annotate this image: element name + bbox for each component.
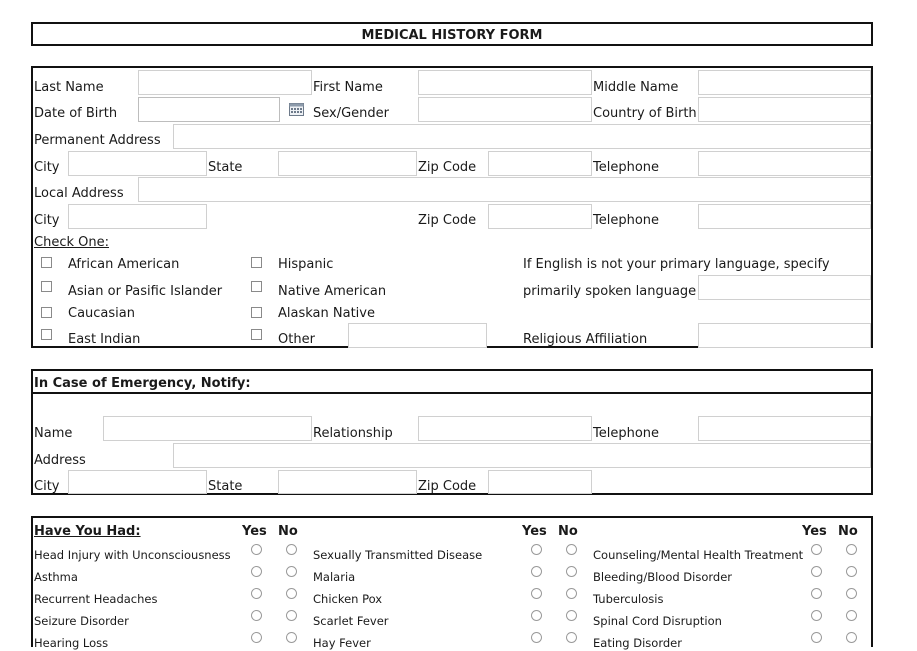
check-one-label: Check One: [34,235,109,250]
emergency-name-field[interactable] [103,416,312,441]
col3-no-header: No [838,524,858,539]
history-no-radio[interactable] [286,632,297,643]
emergency-state-field[interactable] [278,470,417,494]
form-title: MEDICAL HISTORY FORM [361,28,543,43]
history-item: Hay Fever [313,636,371,650]
dob-field[interactable] [138,97,280,122]
city-field[interactable] [68,151,207,176]
history-no-radio[interactable] [846,588,857,599]
emergency-zip-label: Zip Code [418,479,477,494]
zip-field[interactable] [488,151,592,176]
local-address-label: Local Address [34,186,124,201]
checkbox-alaskan-native[interactable] [251,307,262,318]
history-no-radio[interactable] [846,632,857,643]
history-item: Spinal Cord Disruption [593,614,722,628]
history-yes-radio[interactable] [811,632,822,643]
col2-yes-header: Yes [522,524,547,539]
primary-language-field[interactable] [698,275,871,300]
middle-name-label: Middle Name [593,80,679,95]
col2-no-header: No [558,524,578,539]
telephone2-label: Telephone [593,213,660,228]
history-yes-radio[interactable] [531,588,542,599]
middle-name-field[interactable] [698,70,871,95]
history-no-radio[interactable] [566,632,577,643]
city-label: City [34,160,60,175]
zip-label: Zip Code [418,160,477,175]
history-yes-radio[interactable] [811,566,822,577]
col3-yes-header: Yes [802,524,827,539]
emergency-address-field[interactable] [173,443,871,468]
checkbox-east-indian[interactable] [41,329,52,340]
history-item: Eating Disorder [593,636,682,650]
history-item: Recurrent Headaches [34,592,158,606]
history-section [31,516,873,650]
language-line1-label: If English is not your primary language, specify [523,257,830,272]
religion-label: Religious Affiliation [523,332,648,347]
emergency-relationship-field[interactable] [418,416,592,441]
emergency-state-label: State [208,479,243,494]
checkbox-asian-pacific[interactable] [41,281,52,292]
history-yes-radio[interactable] [531,566,542,577]
dob-label: Date of Birth [34,106,118,121]
perm-address-field[interactable] [173,124,871,149]
other-label: Other [278,332,315,347]
history-item: Seizure Disorder [34,614,129,628]
history-item: Sexually Transmitted Disease [313,548,483,562]
history-item: Tuberculosis [593,592,664,606]
history-no-radio[interactable] [846,610,857,621]
emergency-city-label: City [34,479,60,494]
alaskan-native-label: Alaskan Native [278,306,375,321]
personal-info-section [31,66,873,348]
state-field[interactable] [278,151,417,176]
checkbox-other[interactable] [251,329,262,340]
east-indian-label: East Indian [68,332,141,347]
history-item: Malaria [313,570,356,584]
telephone-field[interactable] [698,151,871,176]
emergency-section [31,369,873,495]
history-no-radio[interactable] [566,566,577,577]
col1-yes-header: Yes [242,524,267,539]
emergency-name-label: Name [34,426,73,441]
history-item: Head Injury with Unconsciousness [34,548,231,562]
zip2-label: Zip Code [418,213,477,228]
first-name-label: First Name [313,80,383,95]
sex-field[interactable] [418,97,592,122]
emergency-relationship-label: Relationship [313,426,393,441]
city2-label: City [34,213,60,228]
col1-no-header: No [278,524,298,539]
last-name-field[interactable] [138,70,312,95]
history-item: Chicken Pox [313,592,383,606]
emergency-city-field[interactable] [68,470,207,494]
checkbox-native-american[interactable] [251,281,262,292]
history-yes-radio[interactable] [251,588,262,599]
checkbox-caucasian[interactable] [41,307,52,318]
history-no-radio[interactable] [846,544,857,555]
caucasian-label: Caucasian [68,306,135,321]
native-american-label: Native American [278,284,387,299]
asian-pacific-label: Asian or Pasific Islander [68,284,223,299]
checkbox-african-american[interactable] [41,257,52,268]
telephone-label: Telephone [593,160,660,175]
emergency-telephone-label: Telephone [593,426,660,441]
zip2-field[interactable] [488,204,592,229]
history-yes-radio[interactable] [251,610,262,621]
history-yes-radio[interactable] [251,544,262,555]
emergency-zip-field[interactable] [488,470,592,494]
african-american-label: African American [68,257,180,272]
history-no-radio[interactable] [286,544,297,555]
telephone2-field[interactable] [698,204,871,229]
history-item: Asthma [34,570,78,584]
history-yes-radio[interactable] [811,588,822,599]
religion-field[interactable] [698,323,871,348]
sex-label: Sex/Gender [313,106,390,121]
history-no-radio[interactable] [566,588,577,599]
calendar-icon[interactable] [289,103,304,116]
history-yes-radio[interactable] [531,610,542,621]
state-label: State [208,160,243,175]
history-item: Scarlet Fever [313,614,389,628]
history-no-radio[interactable] [566,544,577,555]
history-item: Counseling/Mental Health Treatment [593,548,804,562]
emergency-header-divider [33,392,871,394]
history-yes-radio[interactable] [531,544,542,555]
emergency-address-label: Address [34,453,86,468]
history-no-radio[interactable] [286,566,297,577]
form-title-box [31,22,873,46]
history-no-radio[interactable] [846,566,857,577]
perm-address-label: Permanent Address [34,133,161,148]
history-yes-radio[interactable] [531,632,542,643]
history-item: Hearing Loss [34,636,109,650]
checkbox-hispanic[interactable] [251,257,262,268]
country-field[interactable] [698,97,871,122]
first-name-field[interactable] [418,70,592,95]
emergency-header: In Case of Emergency, Notify: [34,376,251,391]
emergency-telephone-field[interactable] [698,416,871,441]
local-address-field[interactable] [138,177,871,202]
last-name-label: Last Name [34,80,104,95]
hispanic-label: Hispanic [278,257,334,272]
city2-field[interactable] [68,204,207,229]
language-line2-label: primarily spoken language [523,284,697,299]
history-no-radio[interactable] [286,588,297,599]
history-yes-radio[interactable] [251,632,262,643]
history-header: Have You Had: [34,524,141,539]
history-no-radio[interactable] [566,610,577,621]
other-field[interactable] [348,323,487,348]
history-item: Bleeding/Blood Disorder [593,570,733,584]
history-yes-radio[interactable] [251,566,262,577]
country-label: Country of Birth [593,106,697,121]
history-no-radio[interactable] [286,610,297,621]
history-yes-radio[interactable] [811,544,822,555]
history-yes-radio[interactable] [811,610,822,621]
